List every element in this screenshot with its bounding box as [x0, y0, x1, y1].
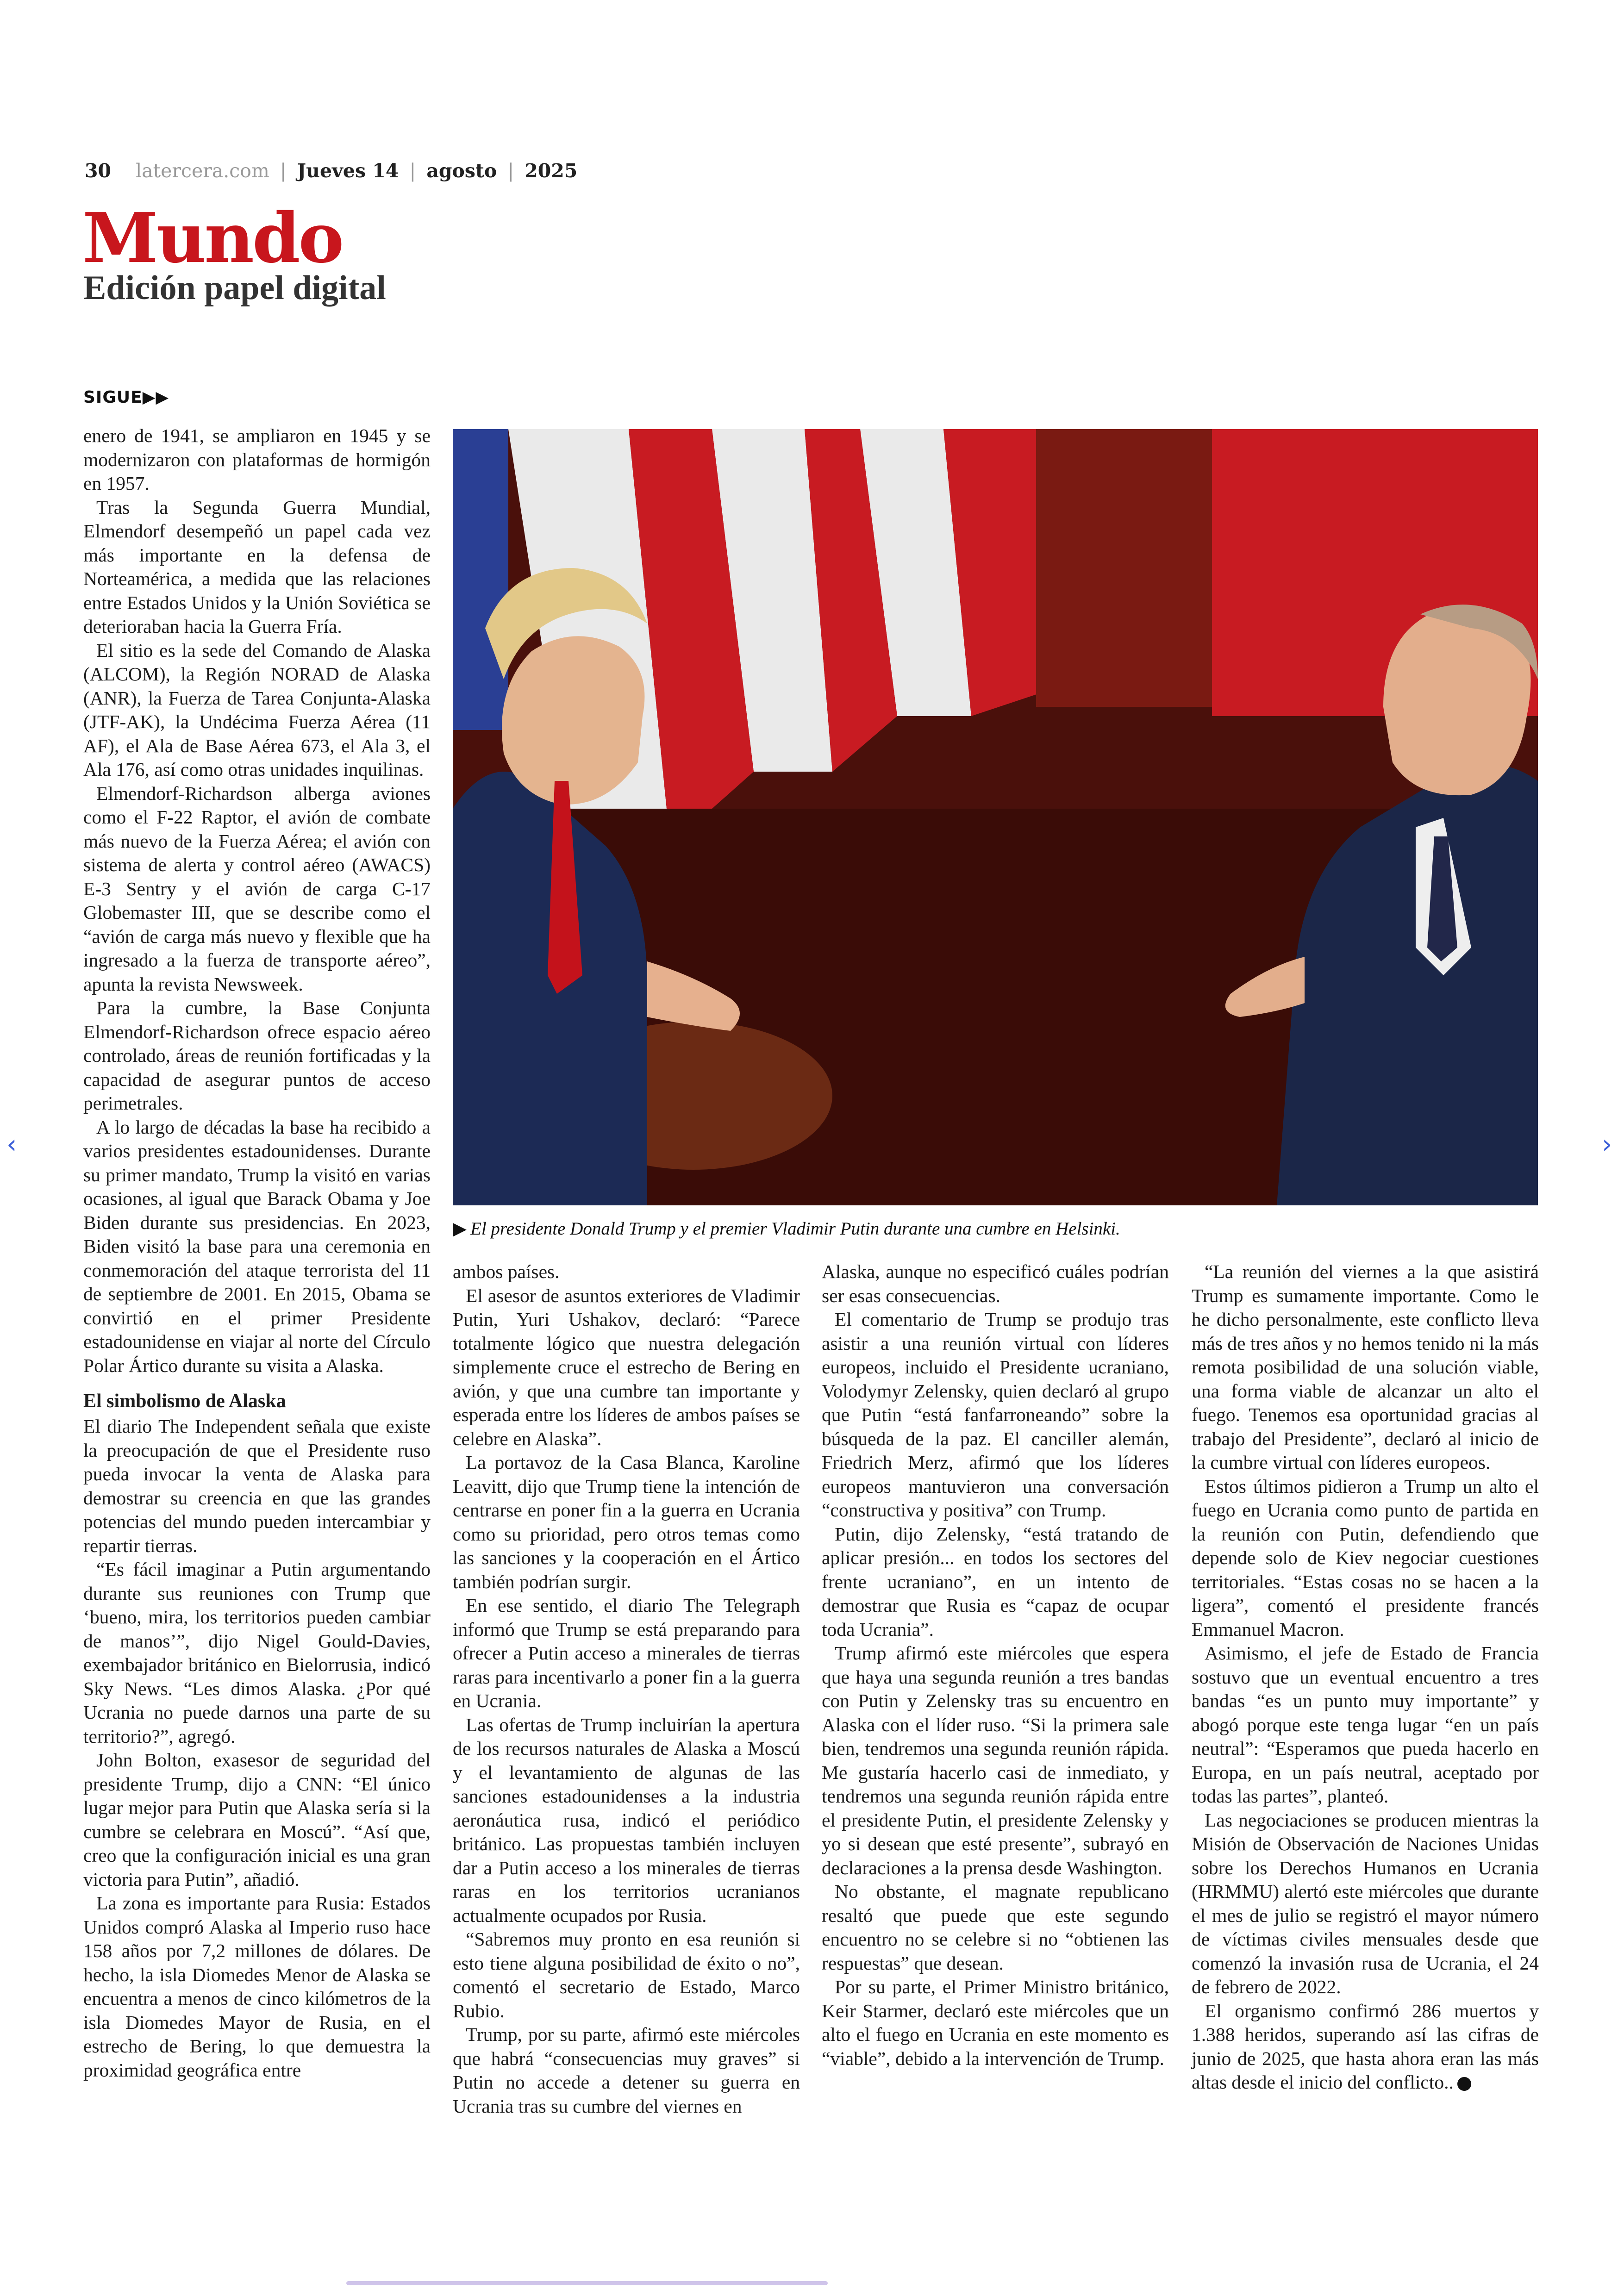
- continued-text: SIGUE: [83, 388, 143, 407]
- header-separator: |: [280, 160, 287, 182]
- header-day: Jueves 14: [297, 160, 399, 182]
- article-paragraph: John Bolton, exasesor de seguridad del presidente Trump, dijo a CNN: “El único lugar mejor para Putin que Alaska sería si la cumbre se celebrara en Moscú”. “Así que, creo que la configuración inicial es una gran victoria para Putin”, añadió.: [83, 1749, 431, 1890]
- article-paragraph: “La reunión del viernes a la que asistirá Trump es sumamente importante. Como le he dicho personalmente, este conflicto lleva más de tres años y no hemos tenido ni la más remota posibilidad de una solución viable, una forma viable de alcanzar un alto el fuego. Tenemos esa oportunidad gracias al trabajo del Presidente”, declaró al inicio de la cumbre virtual con líderes europeos.: [1192, 1261, 1539, 1473]
- caption-text: El presidente Donald Trump y el premier Vladimir Putin durante una cumbre en Helsinki.: [470, 1219, 1120, 1239]
- article-paragraph: A lo largo de décadas la base ha recibido a varios presidentes estadounidenses. Durante su primer mandato, Trump la visitó en varias ocasiones, al igual que Barack Obama y Joe Biden durante sus presidencias. En 2023, Biden visitó la base para una ceremonia en conmemoración del ataque terrorista del 11 de septiembre de 2001. En 2015, Obama se convirtió en el primer Presidente estadounidense en viajar al norte del Círculo Polar Ártico durante su visita a Alaska.: [83, 1116, 431, 1376]
- continued-arrows-icon: ▶▶: [142, 388, 169, 407]
- article-paragraph: Asimismo, el jefe de Estado de Francia sostuvo que un eventual encuentro a tres bandas “es un punto muy importante” y abogó porque este tenga lugar “en un país neutral”: “Esperamos que pueda hacerlo en Europa, en un país neutral, aceptado por todas las partes”, planteó.: [1192, 1642, 1539, 1807]
- article-paragraph: El comentario de Trump se produjo tras asistir a una reunión virtual con líderes europeos, incluido el Presidente ucraniano, Volodymyr Zelensky, quien declaró al grupo que Putin “está fanfarroneando” sobre la búsqueda de la paz. El canciller alemán, Friedrich Merz, afirmó que los líderes europeos mantuvieron una conversación “constructiva y positiva” con Trump.: [822, 1309, 1169, 1521]
- site-name[interactable]: latercera.com: [136, 160, 269, 182]
- page-header: [85, 160, 577, 182]
- article-paragraph: El asesor de asuntos exteriores de Vladimir Putin, Yuri Ushakov, declaró: “Parece totalmente lógico que nuestra delegación simplemente cruce el estrecho de Bering en avión, y que una cumbre tan importante y esperada entre los líderes de ambos países se celebre en Alaska”.: [453, 1285, 800, 1449]
- article-paragraph: ambos países.: [453, 1261, 560, 1282]
- article-paragraph: [1192, 1999, 1539, 2095]
- article-column-3: [822, 1260, 1169, 2070]
- article-paragraph: Trump afirmó este miércoles que espera que haya una segunda reunión a tres bandas con Putin y Zelensky tras su encuentro en Alaska con el líder ruso. “Si la primera sale bien, tendremos una segunda reunión rápida. Me gustaría hacerlo casi de inmediato, y tendremos una segunda reunión rápida entre el presidente Putin, el presidente Zelensky y yo si desean que esté presente”, subrayó en declaraciones a la prensa desde Washington.: [822, 1642, 1169, 1878]
- article-paragraph: enero de 1941, se ampliaron en 1945 y se modernizaron con plataformas de hormigón en 1957.: [83, 425, 431, 494]
- article-photo[interactable]: [453, 429, 1538, 1205]
- article-paragraph: Estos últimos pidieron a Trump un alto el fuego en Ucrania como punto de partida en la reunión con Putin, defendiendo que depende solo de Kiev negociar cuestiones territoriales. “Estas cosas no se hacen a la ligera”, comentó el presidente francés Emmanuel Macron.: [1192, 1475, 1539, 1640]
- article-column-4: [1192, 1260, 1539, 2095]
- caption-marker-icon: ▶: [453, 1219, 467, 1239]
- article-column-2: [453, 1260, 800, 2118]
- section-title: Mundo: [82, 198, 343, 278]
- article-paragraph: Alaska, aunque no especificó cuáles podrían ser esas consecuencias.: [822, 1261, 1169, 1306]
- next-page-icon[interactable]: ›: [1602, 1129, 1612, 1160]
- article-paragraph: Tras la Segunda Guerra Mundial, Elmendorf desempeñó un papel cada vez más importante en la defensa de Norteamérica, a medida que las relaciones entre Estados Unidos y la Unión Soviética se deterioraban hacia la Guerra Fría.: [83, 496, 431, 637]
- header-separator: |: [409, 160, 416, 182]
- article-paragraph: Elmendorf-Richardson alberga aviones como el F-22 Raptor, el avión de combate más nuevo de la Fuerza Aérea; el avión con sistema de alerta y control aéreo (AWACS) E-3 Sentry y el avión de carga C-17 Globemaster III, que se describe como el “avión de carga más nuevo y flexible que ha ingresado a la fuerza de transporte aéreo”, apunta la revista Newsweek.: [83, 782, 431, 995]
- article-paragraph: Por su parte, el Primer Ministro británico, Keir Starmer, declaró este miércoles que un alto el fuego en Ucrania en este momento es “viable”, debido a la intervención de Trump.: [822, 1976, 1169, 2069]
- header-month: agosto: [426, 160, 497, 182]
- article-paragraph: No obstante, el magnate republicano resaltó que puede que este segundo encuentro no se celebre si no “obtienen las respuestas” que desean.: [822, 1881, 1169, 1974]
- article-paragraph: “Sabremos muy pronto en esa reunión si esto tiene alguna posibilidad de éxito o no”, comentó el secretario de Estado, Marco Rubio.: [453, 1928, 800, 2021]
- article-paragraph: La portavoz de la Casa Blanca, Karoline Leavitt, dijo que Trump tiene la intención de centrarse en poner fin a la guerra en Ucrania como su prioridad, pero otros temas como las sanciones y la cooperación en el Ártico también podrían surgir.: [453, 1452, 800, 1592]
- article-paragraph: Las ofertas de Trump incluirían la apertura de los recursos naturales de Alaska a Moscú y el levantamiento de algunas de las sanciones estadounidenses a la industria aeronáutica rusa, indicó el periódico británico. Las propuestas también incluyen dar a Putin acceso a los minerales de tierras raras en los territorios ucranianos actualmente ocupados por Rusia.: [453, 1714, 800, 1926]
- article-paragraph: Las negociaciones se producen mientras la Misión de Observación de Naciones Unidas sobre los Derechos Humanos en Ucrania (HRMMU) alertó este miércoles que durante el mes de julio se registró el mayor número de víctimas civiles mensuales desde que comenzó la invasión rusa de Ucrania, el 24 de febrero de 2022.: [1192, 1809, 1539, 1997]
- article-paragraph: Putin, dijo Zelensky, “está tratando de aplicar presión... en todos los sectores del frente ucraniano”, en un intento de demostrar que Rusia es “capaz de ocupar toda Ucrania”.: [822, 1523, 1169, 1640]
- article-paragraph: Trump, por su parte, afirmó este miércoles que habrá “consecuencias muy graves” si Putin no accede a detener su guerra en Ucrania tras su cumbre del viernes en: [453, 2024, 800, 2117]
- header-year: 2025: [525, 160, 578, 182]
- photo-caption: [453, 1218, 1538, 1239]
- header-separator: |: [507, 160, 514, 182]
- article-column-1: [83, 424, 431, 2082]
- continued-label: [83, 388, 169, 407]
- page-number: 30: [85, 160, 112, 182]
- article-paragraph: El diario The Independent señala que existe la preocupación de que el Presidente ruso pueda invocar la venta de Alaska para demostrar su creencia en que las grandes potencias del mundo pueden intercambiar y repartir tierras.: [83, 1416, 431, 1556]
- prev-page-icon[interactable]: ‹: [6, 1129, 17, 1160]
- article-paragraph: La zona es importante para Rusia: Estados Unidos compró Alaska al Imperio ruso hace 158 años por 7,2 millones de dólares. De hecho, la isla Diomedes Menor de Alaska se encuentra a menos de cinco kilómetros de la isla Diomedes Mayor de Rusia, en el estrecho de Bering, lo que demuestra la proximidad geográfica entre: [83, 1892, 431, 2081]
- article-paragraph: El sitio es la sede del Comando de Alaska (ALCOM), la Región NORAD de Alaska (ANR), la Fuerza de Tarea Conjunta-Alaska (JTF-AK), la Undécima Fuerza Aérea (11 AF), el Ala de Base Aérea 673, el Ala 3, el Ala 176, así como otras unidades inquilinas.: [83, 639, 431, 780]
- article-paragraph: “Es fácil imaginar a Putin argumentando durante sus reuniones con Trump que ‘bueno, mira, los territorios pueden cambiar de manos’”, dijo Nigel Gould-Davies, exembajador británico en Bielorrusia, indicó Sky News. “Les dimos Alaska. ¿Por qué Ucrania no puede darnos una parte de su territorio?”, agregó.: [83, 1559, 431, 1747]
- article-subheading: El simbolismo de Alaska: [83, 1391, 286, 1412]
- edition-subtitle: Edición papel digital: [83, 269, 386, 307]
- article-paragraph: En ese sentido, el diario The Telegraph informó que Trump se está preparando para ofrecer a Putin acceso a minerales de tierras raras para incentivarlo a poner fin a la guerra en Ucrania.: [453, 1595, 800, 1711]
- horizontal-scrollbar[interactable]: [346, 2281, 828, 2285]
- end-mark-icon: [1457, 2077, 1471, 2091]
- article-final-text: El organismo confirmó 286 muertos y 1.388 heridos, superando así las cifras de junio de 2025, que hasta ahora eran las más altas desde el inicio del conflicto..: [1192, 2000, 1539, 2093]
- article-paragraph: Para la cumbre, la Base Conjunta Elmendorf-Richardson ofrece espacio aéreo controlado, áreas de reunión fortificadas y la capacidad de asegurar puntos de acceso perimetrales.: [83, 997, 431, 1114]
- photo-illustration: [453, 429, 1538, 1205]
